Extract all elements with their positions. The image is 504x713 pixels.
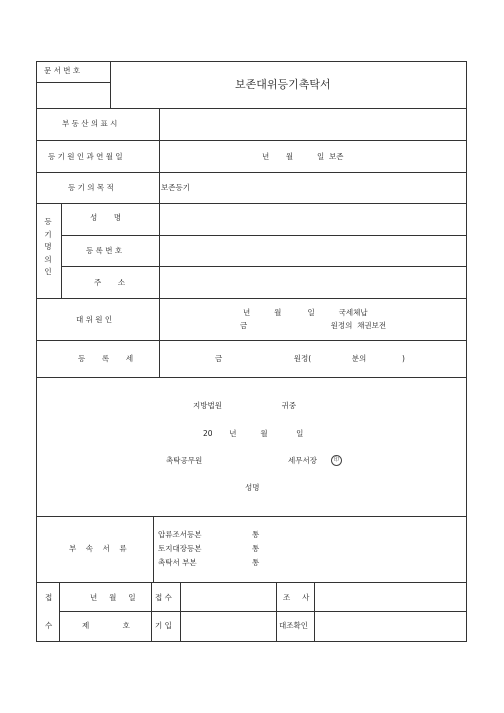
- subrogation-line2: 금 원정의 채권보전: [240, 321, 387, 330]
- cause-label: 등 기 원 인 과 연 월 일: [48, 152, 123, 161]
- property-label: 부 동 산 의 표 시: [62, 119, 118, 128]
- date-line: 20 년 월 일: [203, 429, 304, 438]
- tax-value: 금 원정( 분의 ): [215, 354, 405, 363]
- subrogation-label: 대 위 원 인: [76, 315, 113, 324]
- label-col-divider: [159, 108, 160, 378]
- reg-no-label: 등 록 번 호: [86, 246, 123, 255]
- address-label: 주 소: [94, 278, 126, 287]
- form-title: 보존대위등기촉탁서: [235, 78, 331, 91]
- receipt-v3: [180, 582, 181, 642]
- border-top: [36, 61, 467, 62]
- receipt-verify: 대조확인: [279, 621, 308, 630]
- row-line-12: [59, 611, 467, 612]
- tax-label: 등 록 세: [78, 354, 134, 363]
- receipt-side-bottom: 수: [45, 621, 53, 630]
- receipt-v1: [59, 582, 60, 642]
- border-bottom: [36, 641, 467, 642]
- holder-group-divider: [61, 203, 62, 299]
- docnum-right: [110, 61, 111, 109]
- row-line-11: [36, 582, 467, 583]
- docnum-divider: [36, 82, 111, 83]
- doc-number-label: 문 서 번 호: [44, 66, 81, 75]
- signature-line: 성명: [245, 483, 260, 492]
- row-line-10: [36, 516, 467, 517]
- attachment-item-1: 압류조서등본: [158, 530, 202, 539]
- receipt-number: 제 호: [82, 621, 130, 630]
- attachment-unit-2: 통: [252, 544, 260, 553]
- purpose-label: 등 기 의 목 적: [68, 183, 114, 192]
- row-line-6: [61, 266, 467, 267]
- row-line-7: [36, 298, 467, 299]
- row-line-4: [36, 203, 467, 204]
- row-line-3: [36, 172, 467, 173]
- attach-divider: [153, 516, 154, 583]
- attachment-item-2: 토지대장등본: [158, 544, 202, 553]
- court-line: 지방법원 귀중: [193, 401, 297, 410]
- receipt-side-top: 접: [45, 593, 53, 602]
- purpose-value: 보존등기: [161, 183, 190, 192]
- row-line-8: [36, 340, 467, 341]
- holder-group-label: 등 기 명 의 인: [44, 217, 52, 277]
- name-label: 성 명: [90, 213, 122, 222]
- subrogation-line1: 년 월 일 국세체납: [243, 308, 368, 317]
- attachment-item-3: 촉탁서 부본: [158, 558, 197, 567]
- attachments-label: 부 속 서 류: [69, 544, 127, 553]
- seal-mark: 印: [331, 455, 342, 466]
- official-line: 촉탁공무원 세무서장: [166, 456, 318, 465]
- receipt-inspect: 조 사: [283, 593, 310, 602]
- receipt-entry: 기 입: [155, 621, 172, 630]
- row-line-9: [36, 377, 467, 378]
- receipt-v2: [151, 582, 152, 642]
- receipt-reception: 접 수: [155, 593, 172, 602]
- attachment-unit-3: 통: [252, 558, 260, 567]
- border-right: [466, 61, 467, 642]
- row-line-1: [36, 108, 467, 109]
- border-left: [36, 61, 37, 642]
- row-line-2: [36, 140, 467, 141]
- receipt-date: 년 월 일: [90, 593, 136, 602]
- attachment-unit-1: 통: [252, 530, 260, 539]
- receipt-v4: [276, 582, 277, 642]
- cause-value: 년 월 일 보존: [262, 152, 344, 161]
- row-line-5: [61, 235, 467, 236]
- receipt-v5: [314, 582, 315, 642]
